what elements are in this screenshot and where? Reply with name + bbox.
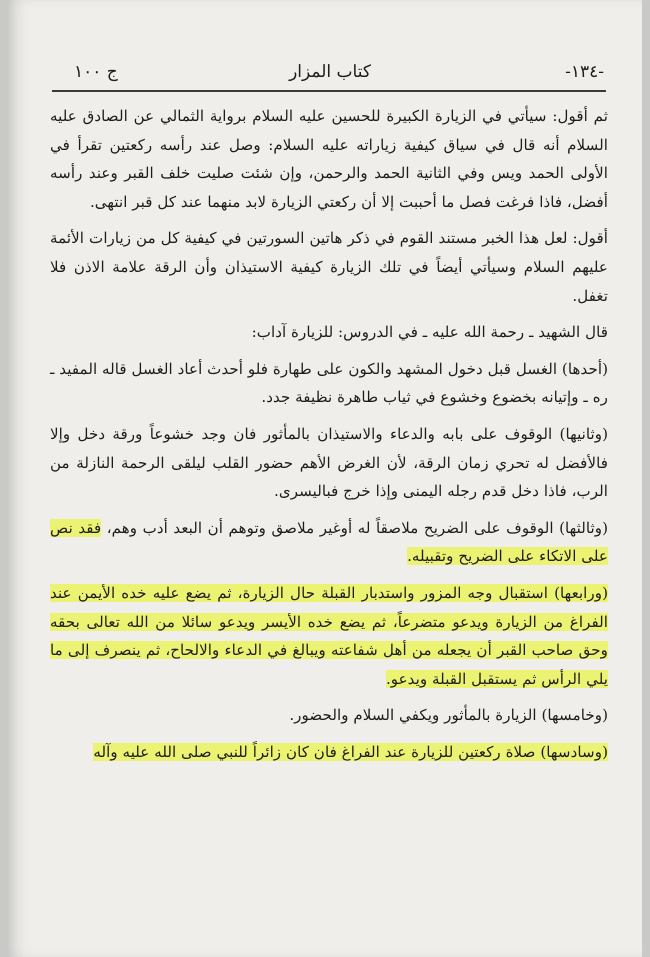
- paragraph-5: (وثانيها) الوقوف على بابه والدعاء والاستيذان بالمأثور فان وجد خشوعاً ورقة دخل وإلا فالأفضل له تحري زمان الرقة، لأن الغرض الأهم حضور القلب ليلقى الرحمة النازلة من الرب، فاذا دخل قدم رجله اليمنى وإذا خرج فباليسرى.: [50, 424, 608, 501]
- page-number: -١٣٤-: [565, 62, 604, 82]
- highlighted-paragraph-7: (ورابعها) استقبال وجه المزور واستدبار القبلة حال الزيارة، ثم يضع عليه خده الأيمن عند الفراغ من الزيارة ويدعو متضرعاً، ثم يضع خده الأيسر ويدعو سائلا من الله تعالى بحقه وحق صاحب القبر أن يجعله من أهل شفاعته ويبالغ في الدعاء والالحاح، ثم ينصرف إلى ما يلي الرأس ثم يستقبل القبلة ويدعو.: [50, 583, 608, 688]
- paragraph-2: أقول: لعل هذا الخبر مستند القوم في ذكر هاتين السورتين في كيفية كل من زيارات الأئمة عليهم السلام وسيأتي أيضاً في تلك الزيارة كيفية الاستيذان وأن الرقة علامة الاذن فلا تغفل.: [50, 229, 608, 305]
- paragraph-9: [50, 738, 608, 767]
- header-rule: [52, 90, 606, 92]
- book-page: [8, 0, 642, 957]
- highlighted-paragraph-9: (وسادسها) صلاة ركعتين للزيارة عند الفراغ فان كان زائراً للنبي صلى الله عليه وآله: [93, 742, 608, 761]
- page-header: [48, 58, 612, 88]
- paragraph-3: قال الشهيد ـ رحمة الله عليه ـ في الدروس: للزيارة آداب:: [251, 323, 608, 342]
- paragraph-7: [50, 579, 608, 693]
- paragraph-4: (أحدها) الغسل قبل دخول المشهد والكون على طهارة فلو أحدث أعاد الغسل قاله المفيد ـ ره ـ وإتيانه بخضوع وخشوع في ثياب طاهرة نظيفة جدد.: [50, 359, 608, 407]
- paragraph-8: (وخامسها) الزيارة بالمأثور ويكفي السلام والحضور.: [289, 706, 608, 725]
- paragraph-6: [50, 514, 608, 571]
- book-title: كتاب المزار: [289, 62, 371, 82]
- page-body: [50, 102, 608, 774]
- highlighted-text: فقد نص على الاتكاء على الضريح وتقبيله.: [50, 518, 608, 566]
- paragraph-6-text: (وثالثها) الوقوف على الضريح ملاصقاً له أوغير ملاصق وتوهم أن البعد أدب وهم،: [101, 518, 608, 537]
- paragraph-1: ثم أقول: سيأتي في الزيارة الكبيرة للحسين عليه السلام برواية الثمالي عن الصادق عليه السلام أنه قال في سياق كيفية زياراته عليه السلام: وصل عند رأسه ركعتين تقرأ في الأولى الحمد ويس وفي الثانية الحمد والرحمن، وإن شئت صليت خلف القبر وعند رأسه أفضل، فاذا فرغت فصل ما أحببت إلا أن ركعتي الزيارة لابد منهما عند كل قبر انتهى.: [50, 107, 608, 211]
- volume-number: ج ١٠٠: [74, 62, 118, 82]
